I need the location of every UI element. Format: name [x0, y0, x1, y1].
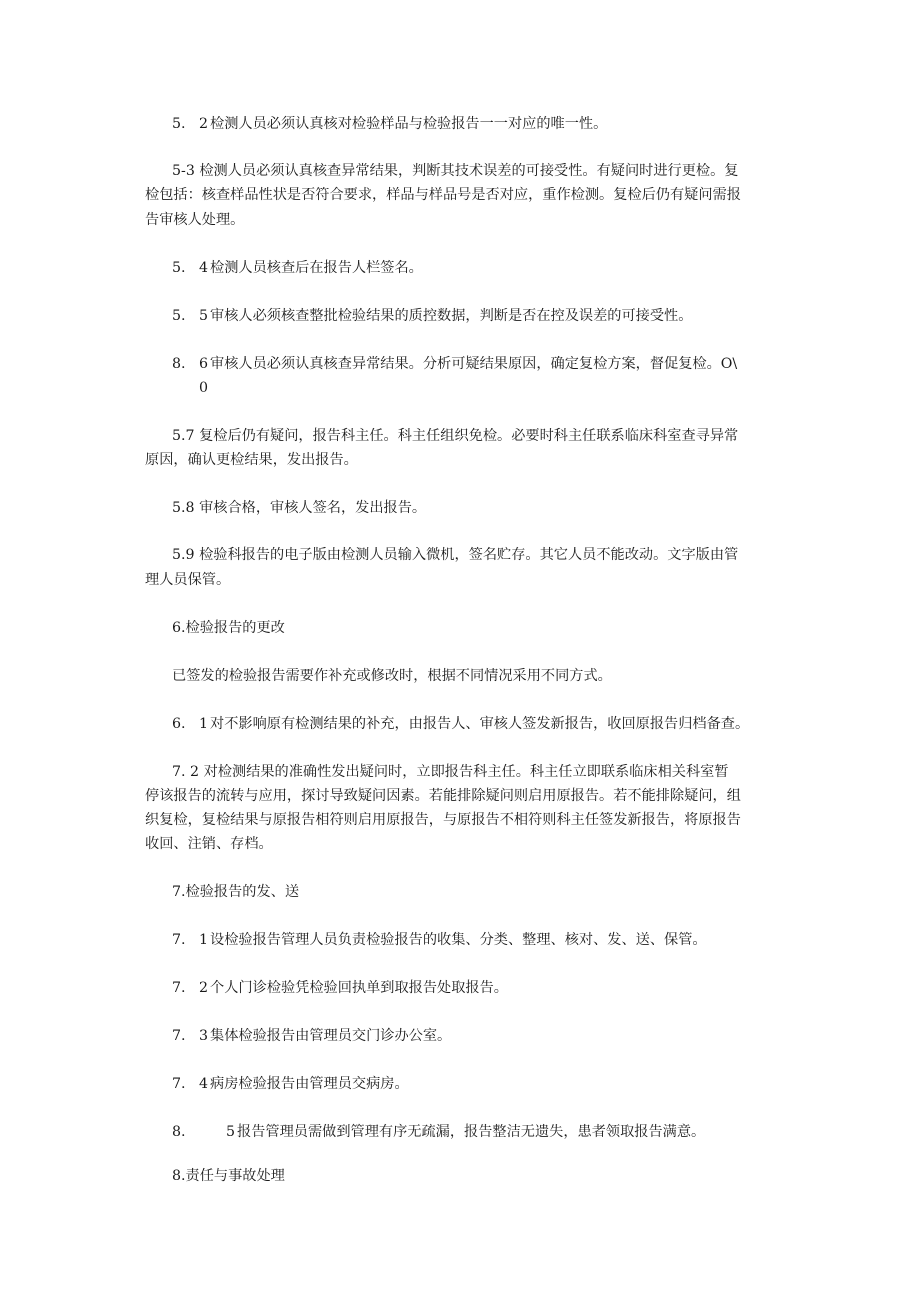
section-heading: 6.检验报告的更改 — [172, 620, 285, 636]
section-heading: 8.责任与事故处理 — [172, 1168, 285, 1184]
paragraph-line: 原因，确认更检结果，发出报告。 — [145, 452, 358, 468]
paragraph-line: 5.8 审核合格，审核人签名，发出报告。 — [172, 500, 427, 516]
paragraph-line: 检包括：核查样品性状是否符合要求，样品与样品号是否对应，重作检测。复检后仍有疑问需报 — [145, 187, 741, 203]
list-number: 5. — [172, 260, 186, 276]
list-number: 5. — [172, 116, 186, 132]
paragraph-line: 已签发的检验报告需要作补充或修改时，根据不同情况采用不同方式。 — [172, 668, 612, 684]
paragraph-line: 审核人员必须认真核查异常结果。分析可疑结果原因，确定复检方案，督促复检。O\ — [210, 356, 738, 372]
list-subnumber: 3 — [199, 1028, 209, 1044]
list-number: 7. — [172, 1076, 186, 1092]
paragraph-line: 集体检验报告由管理员交门诊办公室。 — [210, 1028, 452, 1044]
list-subnumber: 5 — [226, 1124, 236, 1140]
paragraph-line: 5.7 复检后仍有疑问，报告科主任。科主任组织免检。必要时科主任联系临床科室查寻异常 — [172, 428, 739, 444]
paragraph-line: 7. 2 对检测结果的准确性发出疑问时，立即报告科主任。科主任立即联系临床相关科室暂 — [172, 764, 729, 780]
list-number: 8. — [172, 356, 186, 372]
paragraph-line: 检测人员核查后在报告人栏签名。 — [210, 260, 423, 276]
list-subnumber: 4 — [199, 1076, 209, 1092]
paragraph-line: 5-3 检测人员必须认真核查异常结果，判断其技术误差的可接受性。有疑问时进行更检。复 — [172, 163, 739, 179]
paragraph-line: 告审核人处理。 — [145, 212, 245, 228]
paragraph-line: 设检验报告管理人员负责检验报告的收集、分类、整理、核对、发、送、保管。 — [210, 932, 707, 948]
list-number: 8. — [172, 1124, 186, 1140]
paragraph-line: 收回、注销、存档。 — [145, 836, 273, 852]
paragraph-line: 织复检，复检结果与原报告相符则启用原报告，与原报告不相符则科主任签发新报告，将原报告 — [145, 812, 741, 828]
paragraph-line: 个人门诊检验凭检验回执单到取报告处取报告。 — [210, 980, 508, 996]
section-heading: 7.检验报告的发、送 — [172, 884, 300, 900]
list-subnumber: 5 — [199, 308, 209, 324]
paragraph-line: 0 — [199, 380, 209, 396]
list-subnumber: 2 — [199, 116, 209, 132]
paragraph-line: 报告管理员需做到管理有序无疏漏，报告整洁无遗失，患者领取报告满意。 — [237, 1124, 706, 1140]
paragraph-line: 审核人必须核查整批检验结果的质控数据，判断是否在控及误差的可接受性。 — [210, 308, 693, 324]
list-subnumber: 1 — [199, 932, 209, 948]
list-number: 7. — [172, 1028, 186, 1044]
list-number: 7. — [172, 932, 186, 948]
paragraph-line: 5.9 检验科报告的电子版由检测人员输入微机，签名贮存。其它人员不能改动。文字版由管 — [172, 547, 739, 563]
list-number: 5. — [172, 308, 186, 324]
paragraph-line: 理人员保管。 — [145, 572, 231, 588]
list-subnumber: 1 — [199, 716, 209, 732]
paragraph-line: 停该报告的流转与应用，探讨导致疑问因素。若能排除疑问则启用原报告。若不能排除疑问，组 — [145, 788, 741, 804]
list-subnumber: 4 — [199, 260, 209, 276]
list-number: 7. — [172, 980, 186, 996]
paragraph-line: 检测人员必须认真核对检验样品与检验报告一一对应的唯一性。 — [210, 116, 608, 132]
paragraph-line: 病房检验报告由管理员交病房。 — [210, 1076, 409, 1092]
list-number: 6. — [172, 716, 186, 732]
paragraph-line: 对不影响原有检测结果的补充，由报告人、审核人签发新报告，收回原报告归档备查。 — [210, 716, 750, 732]
list-subnumber: 6 — [199, 356, 209, 372]
list-subnumber: 2 — [199, 980, 209, 996]
